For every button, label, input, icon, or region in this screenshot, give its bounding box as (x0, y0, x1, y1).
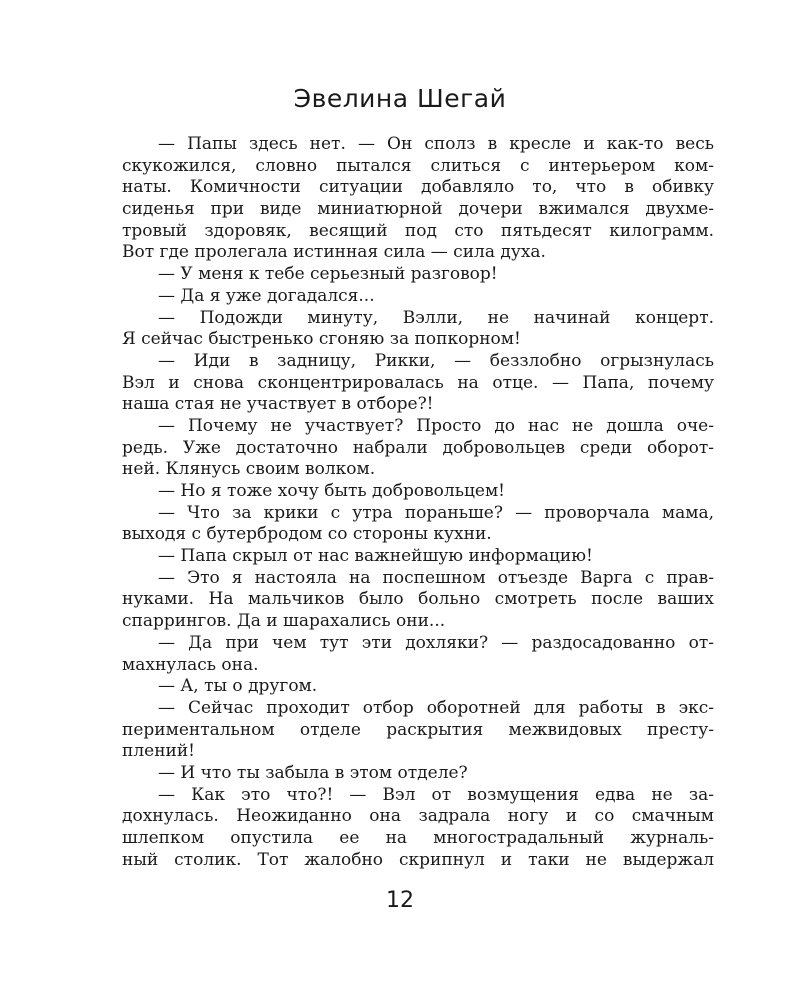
text-line: наты. Комичности ситуации добавляло то, что в обивку (122, 177, 714, 198)
text-line: спаррингов. Да и шарахались они... (122, 611, 446, 632)
text-line: тровый здоровяк, весящий под сто пятьдесят килограмм. (122, 220, 714, 241)
text-line: шлепком опустила ее на многострадальный журналь- (122, 828, 714, 848)
text-line: скукожился, словно пытался слиться с интерьером ком- (122, 155, 714, 176)
running-head: Эвелина Шегай (293, 84, 507, 113)
page-number: 12 (386, 888, 414, 913)
text-line: — Как это что?! — Вэл от возмущения едва не за- (158, 784, 714, 805)
text-line: — Сейчас проходит отбор оборотней для работы в экс- (158, 697, 714, 718)
text-line: Вот где пролегала истинная сила — сила духа. (122, 242, 546, 263)
text-line: Я сейчас быстренько сгоняю за попкорном! (122, 329, 521, 350)
text-line: наша стая не участвует в отборе?! (122, 394, 434, 415)
text-line: — Да я уже догадался... (158, 285, 375, 306)
text-line: плений! (122, 741, 196, 762)
text-line: — Это я настояла на поспешном отъезде Варга с прав- (158, 567, 714, 588)
text-line: — Что за крики с утра пораньше? — проворчала мама, (158, 502, 714, 523)
text-line: — И что ты забыла в этом отделе? (158, 762, 468, 783)
body-text (122, 134, 714, 871)
text-line: — У меня к тебе серьезный разговор! (158, 264, 498, 285)
text-line: редь. Уже достаточно набрали добровольцев среди оборот- (122, 437, 714, 458)
text-line: — Но я тоже хочу быть добровольцем! (158, 481, 505, 501)
text-line: — Папа скрыл от нас важнейшую информацию! (158, 546, 593, 567)
text-line: — А, ты о другом. (158, 676, 318, 697)
text-line: нуками. На мальчиков было больно смотреть после ваших (122, 589, 714, 610)
text-line: ней. Клянусь своим волком. (122, 459, 376, 480)
text-line: периментальном отделе раскрытия межвидовых престу- (122, 719, 714, 740)
text-line: — Подожди минуту, Вэлли, не начинай концерт. (158, 307, 714, 328)
text-line: — Иди в задницу, Рикки, — беззлобно огрызнулась (158, 350, 714, 371)
text-line: Вэл и снова сконцентрировалась на отце. — Папа, почему (122, 372, 714, 393)
text-line: дохнулась. Неожиданно она задрала ногу и со смачным (122, 806, 714, 827)
text-line: выходя с бутербродом со стороны кухни. (122, 524, 492, 545)
text-line: ный столик. Тот жалобно скрипнул и таки не выдержал (122, 849, 714, 870)
text-line: — Папы здесь нет. — Он сполз в кресле и как-то весь (158, 134, 714, 154)
text-line: сиденья при виде миниатюрной дочери вжимался двухме- (122, 199, 714, 220)
text-line: — Да при чем тут эти дохляки? — раздосадованно от- (158, 632, 714, 653)
text-line: махнулась она. (122, 654, 259, 675)
text-line: — Почему не участвует? Просто до нас не дошла оче- (158, 415, 714, 436)
